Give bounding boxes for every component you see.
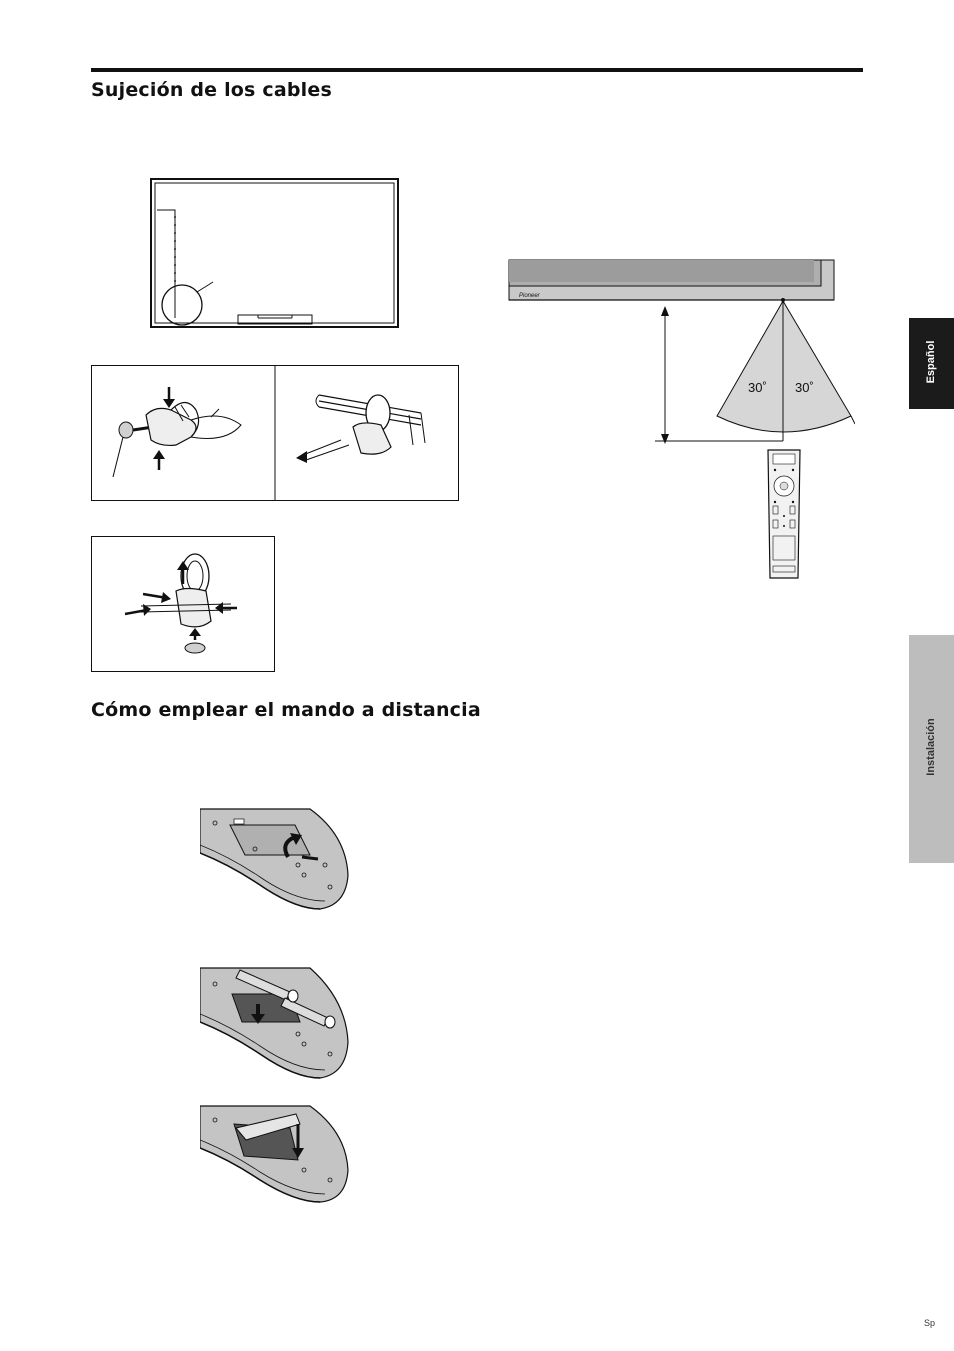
side-tab-language-label: Español bbox=[925, 340, 937, 384]
side-tab-language bbox=[909, 318, 954, 409]
side-tab-chapter-label: Instalación bbox=[925, 718, 937, 776]
page-number: Sp bbox=[924, 1318, 936, 1328]
battery-step-insert-figure bbox=[200, 964, 350, 1080]
panel-rear-view-figure bbox=[150, 178, 400, 330]
angle-right-label: 30˚ bbox=[795, 380, 814, 395]
top-rule bbox=[91, 68, 863, 72]
brand-logo: Pioneer bbox=[519, 293, 540, 299]
battery-step-open-cover-figure bbox=[200, 805, 350, 911]
section-title-remote: Cómo emplear el mando a distancia bbox=[91, 699, 481, 721]
battery-step-close-cover-figure bbox=[200, 1104, 350, 1204]
section-title-cables: Sujeción de los cables bbox=[91, 79, 332, 101]
side-tab-chapter bbox=[909, 635, 954, 863]
remote-operating-range-figure bbox=[505, 258, 855, 580]
cable-clamp-fixing-figure bbox=[91, 365, 459, 502]
cable-clamp-release-figure bbox=[91, 536, 275, 673]
angle-left-label: 30˚ bbox=[748, 380, 767, 395]
